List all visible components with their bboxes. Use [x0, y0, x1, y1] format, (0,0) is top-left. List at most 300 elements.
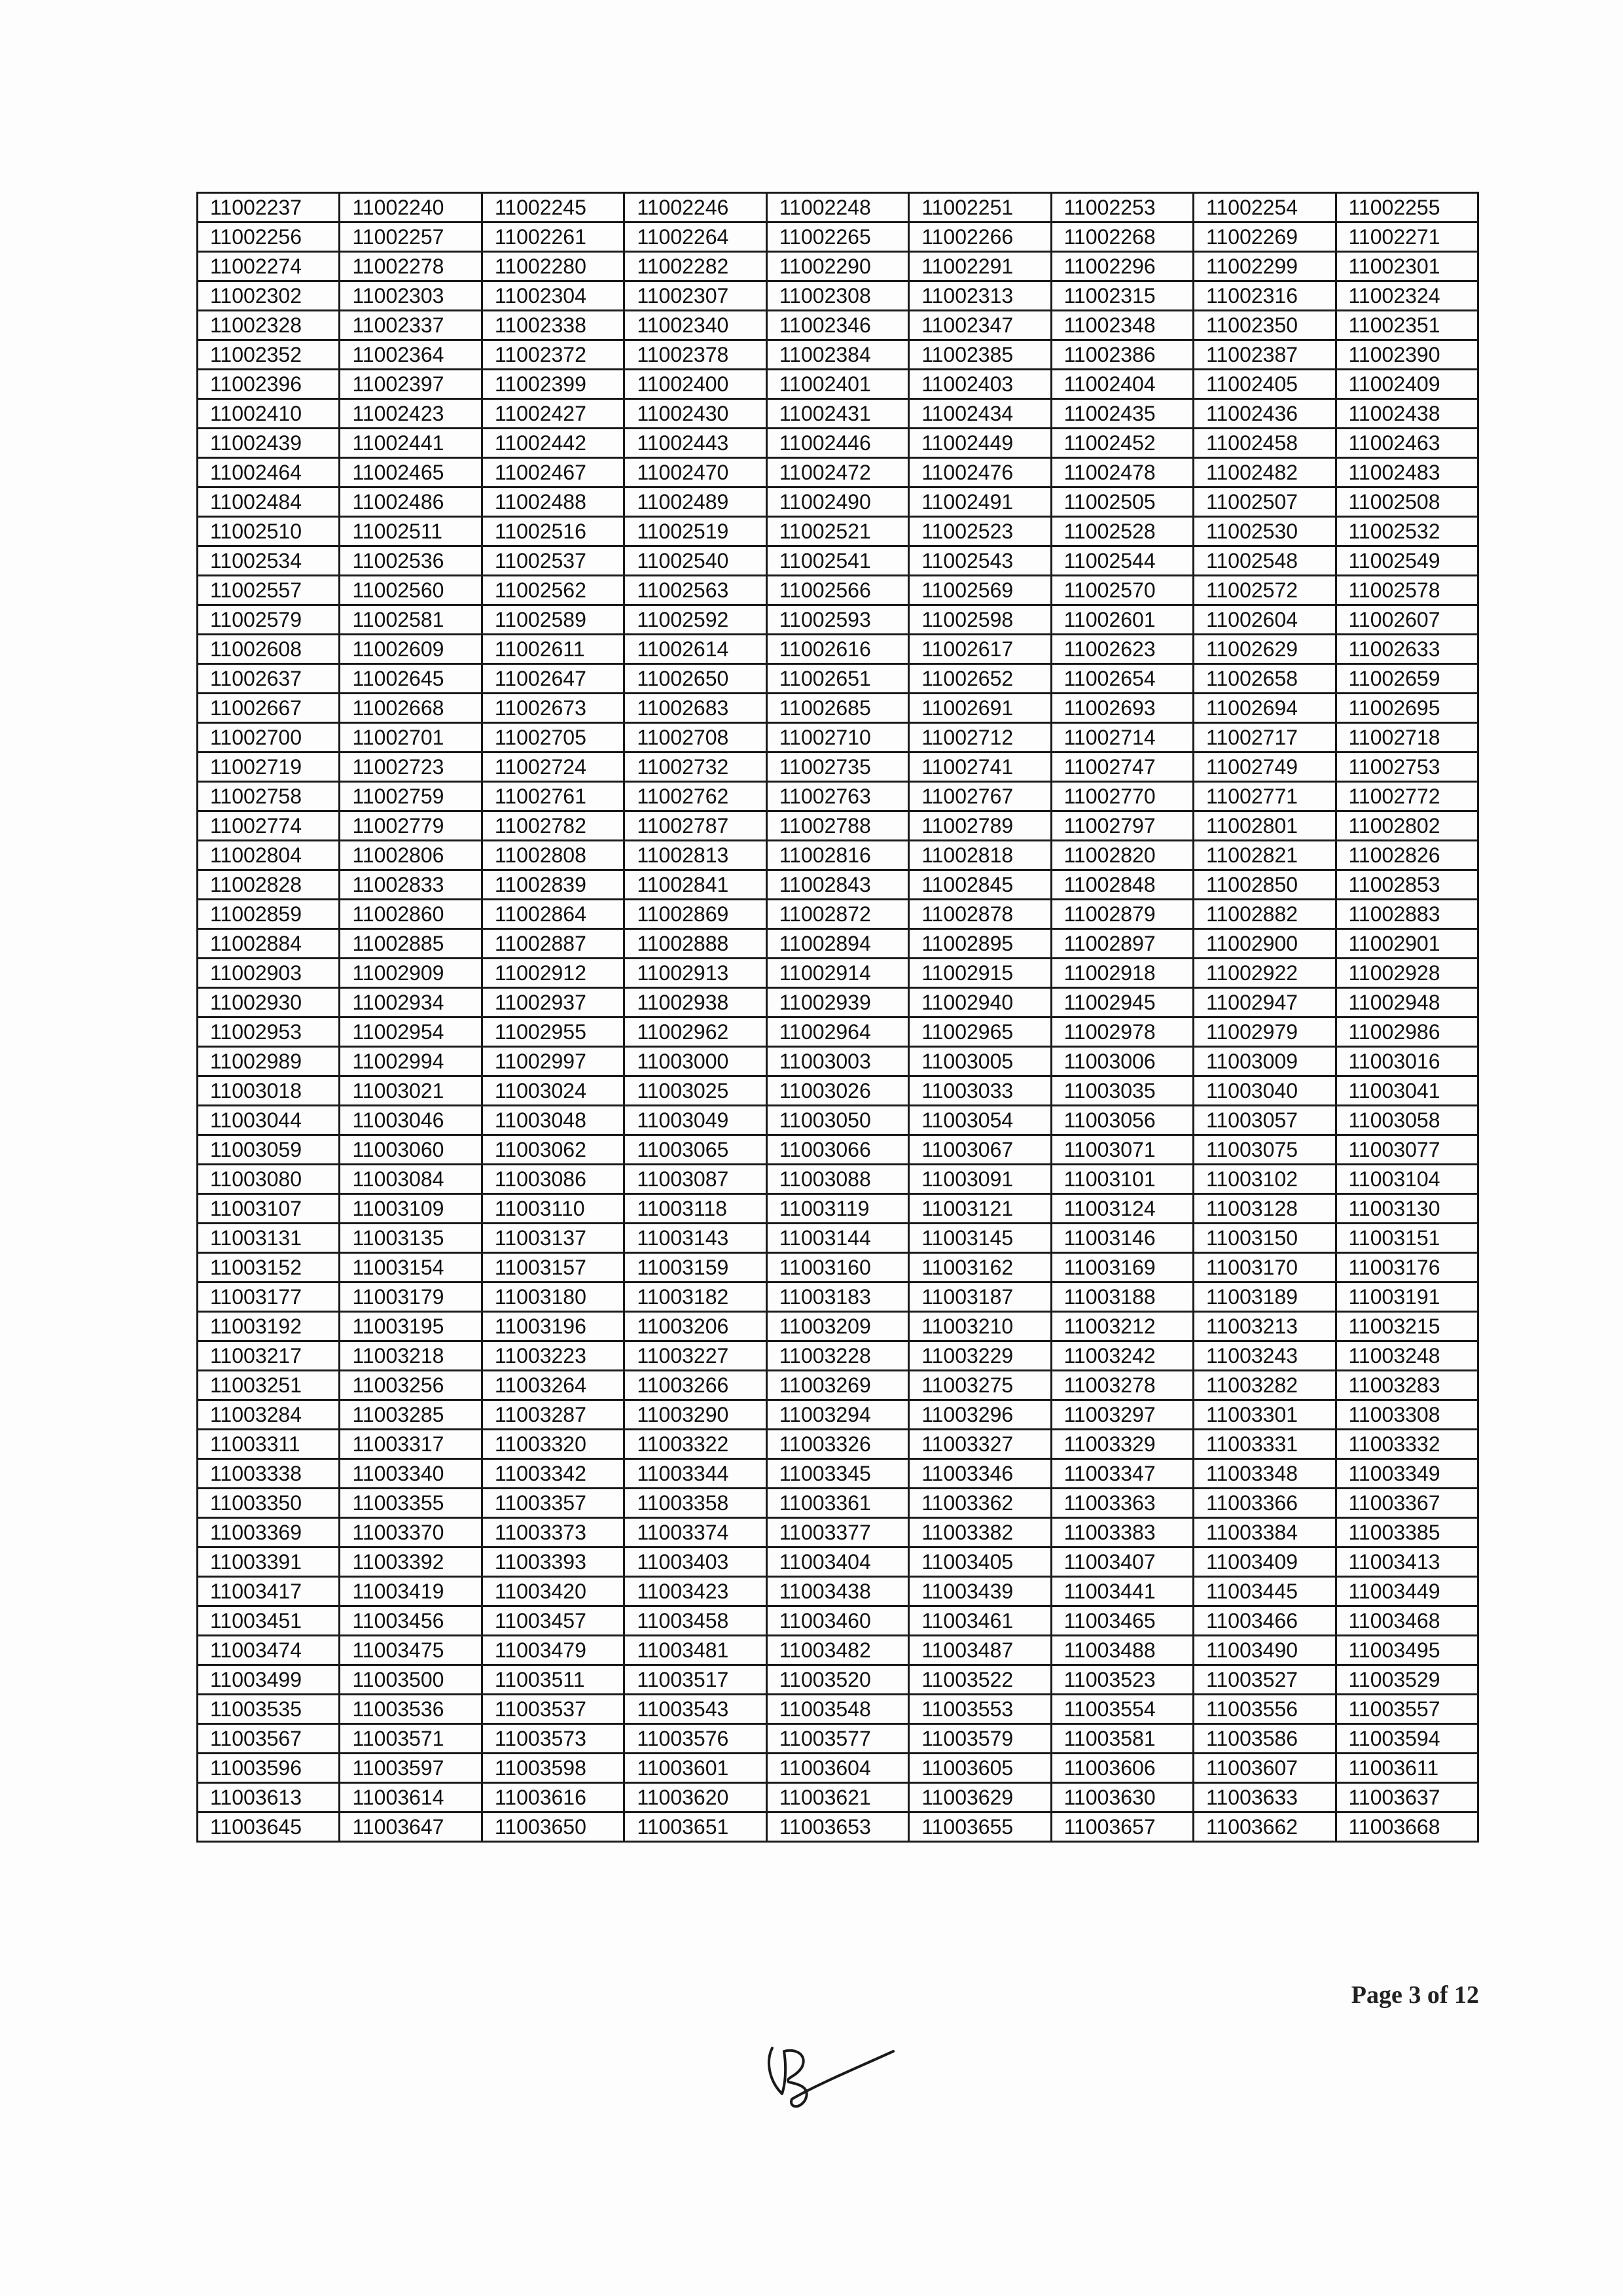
table-cell: 11003196	[482, 1312, 624, 1341]
table-cell: 11003543	[624, 1695, 766, 1724]
table-cell: 11002438	[1336, 399, 1478, 429]
table-cell: 11002364	[340, 340, 482, 370]
table-cell: 11002351	[1336, 311, 1478, 340]
table-cell: 11002645	[340, 664, 482, 694]
table-cell: 11003275	[909, 1371, 1051, 1400]
table-cell: 11003327	[909, 1430, 1051, 1459]
table-cell: 11003361	[766, 1489, 908, 1518]
table-cell: 11003457	[482, 1606, 624, 1636]
table-cell: 11003616	[482, 1783, 624, 1812]
table-cell: 11003377	[766, 1518, 908, 1547]
table-cell: 11002308	[766, 281, 908, 311]
table-cell: 11002548	[1194, 546, 1336, 576]
table-cell: 11002399	[482, 370, 624, 399]
table-cell: 11002427	[482, 399, 624, 429]
table-cell: 11002843	[766, 870, 908, 900]
table-cell: 11002350	[1194, 311, 1336, 340]
table-cell: 11002986	[1336, 1017, 1478, 1047]
table-cell: 11002409	[1336, 370, 1478, 399]
table-cell: 11002900	[1194, 929, 1336, 959]
table-cell: 11002537	[482, 546, 624, 576]
signature-mark	[746, 2022, 897, 2120]
table-row	[198, 870, 1478, 900]
table-row	[198, 487, 1478, 517]
table-cell: 11003613	[198, 1783, 340, 1812]
table-cell: 11002378	[624, 340, 766, 370]
table-cell: 11003630	[1051, 1783, 1193, 1812]
table-cell: 11003342	[482, 1459, 624, 1489]
table-cell: 11003242	[1051, 1341, 1193, 1371]
table-cell: 11003344	[624, 1459, 766, 1489]
table-row	[198, 517, 1478, 546]
table-cell: 11002423	[340, 399, 482, 429]
table-cell: 11003128	[1194, 1194, 1336, 1224]
table-row	[198, 1282, 1478, 1312]
table-cell: 11002245	[482, 193, 624, 222]
table-cell: 11002490	[766, 487, 908, 517]
table-cell: 11003500	[340, 1665, 482, 1695]
table-cell: 11003048	[482, 1106, 624, 1135]
table-cell: 11002609	[340, 635, 482, 664]
table-cell: 11003059	[198, 1135, 340, 1165]
table-cell: 11003065	[624, 1135, 766, 1165]
table-cell: 11002859	[198, 900, 340, 929]
table-cell: 11002732	[624, 752, 766, 782]
table-cell: 11003606	[1051, 1754, 1193, 1783]
table-cell: 11002774	[198, 811, 340, 841]
table-cell: 11002467	[482, 458, 624, 487]
table-cell: 11003320	[482, 1430, 624, 1459]
table-cell: 11003348	[1194, 1459, 1336, 1489]
table-cell: 11003144	[766, 1224, 908, 1253]
table-row	[198, 370, 1478, 399]
table-row	[198, 811, 1478, 841]
table-cell: 11002476	[909, 458, 1051, 487]
table-cell: 11003621	[766, 1783, 908, 1812]
table-cell: 11003571	[340, 1724, 482, 1754]
table-cell: 11003495	[1336, 1636, 1478, 1665]
table-cell: 11002280	[482, 252, 624, 281]
table-cell: 11003332	[1336, 1430, 1478, 1459]
table-cell: 11002735	[766, 752, 908, 782]
roll-number-table-body	[198, 193, 1478, 1842]
table-cell: 11003657	[1051, 1812, 1193, 1842]
table-row	[198, 694, 1478, 723]
table-cell: 11003075	[1194, 1135, 1336, 1165]
table-cell: 11002705	[482, 723, 624, 752]
table-cell: 11002255	[1336, 193, 1478, 222]
table-cell: 11003596	[198, 1754, 340, 1783]
table-cell: 11003347	[1051, 1459, 1193, 1489]
table-cell: 11002604	[1194, 605, 1336, 635]
table-cell: 11003033	[909, 1076, 1051, 1106]
table-cell: 11002478	[1051, 458, 1193, 487]
table-cell: 11002315	[1051, 281, 1193, 311]
table-cell: 11003573	[482, 1724, 624, 1754]
table-cell: 11002954	[340, 1017, 482, 1047]
table-cell: 11002607	[1336, 605, 1478, 635]
table-cell: 11003474	[198, 1636, 340, 1665]
table-cell: 11003629	[909, 1783, 1051, 1812]
table-cell: 11003458	[624, 1606, 766, 1636]
table-cell: 11002994	[340, 1047, 482, 1076]
table-cell: 11002939	[766, 988, 908, 1017]
table-cell: 11003251	[198, 1371, 340, 1400]
table-cell: 11003357	[482, 1489, 624, 1518]
table-row	[198, 1017, 1478, 1047]
table-cell: 11002484	[198, 487, 340, 517]
table-cell: 11003182	[624, 1282, 766, 1312]
table-cell: 11002883	[1336, 900, 1478, 929]
table-cell: 11003391	[198, 1547, 340, 1577]
table-cell: 11003527	[1194, 1665, 1336, 1695]
table-cell: 11003420	[482, 1577, 624, 1606]
table-row	[198, 1224, 1478, 1253]
table-cell: 11003451	[198, 1606, 340, 1636]
table-cell: 11002483	[1336, 458, 1478, 487]
table-cell: 11002962	[624, 1017, 766, 1047]
table-cell: 11003346	[909, 1459, 1051, 1489]
table-row	[198, 429, 1478, 458]
table-cell: 11003025	[624, 1076, 766, 1106]
table-cell: 11002637	[198, 664, 340, 694]
table-cell: 11003517	[624, 1665, 766, 1695]
table-cell: 11002536	[340, 546, 482, 576]
table-cell: 11003482	[766, 1636, 908, 1665]
table-cell: 11003009	[1194, 1047, 1336, 1076]
table-cell: 11002352	[198, 340, 340, 370]
table-cell: 11002400	[624, 370, 766, 399]
table-cell: 11003499	[198, 1665, 340, 1695]
table-cell: 11003338	[198, 1459, 340, 1489]
table-cell: 11002491	[909, 487, 1051, 517]
table-row	[198, 1341, 1478, 1371]
table-cell: 11003366	[1194, 1489, 1336, 1518]
table-cell: 11002449	[909, 429, 1051, 458]
table-row	[198, 1430, 1478, 1459]
table-cell: 11003041	[1336, 1076, 1478, 1106]
table-cell: 11003086	[482, 1165, 624, 1194]
table-cell: 11002770	[1051, 782, 1193, 811]
table-cell: 11003049	[624, 1106, 766, 1135]
table-cell: 11002534	[198, 546, 340, 576]
table-cell: 11003576	[624, 1724, 766, 1754]
table-cell: 11002839	[482, 870, 624, 900]
table-cell: 11003046	[340, 1106, 482, 1135]
table-cell: 11002701	[340, 723, 482, 752]
table-cell: 11003383	[1051, 1518, 1193, 1547]
page-number: Page 3 of 12	[1351, 1981, 1479, 2009]
table-cell: 11002909	[340, 959, 482, 988]
table-cell: 11003150	[1194, 1224, 1336, 1253]
table-cell: 11002578	[1336, 576, 1478, 605]
table-cell: 11003159	[624, 1253, 766, 1282]
table-cell: 11003228	[766, 1341, 908, 1371]
table-cell: 11003131	[198, 1224, 340, 1253]
table-cell: 11003350	[198, 1489, 340, 1518]
table-cell: 11002978	[1051, 1017, 1193, 1047]
table-cell: 11002708	[624, 723, 766, 752]
table-cell: 11002549	[1336, 546, 1478, 576]
table-cell: 11002723	[340, 752, 482, 782]
table-cell: 11002860	[340, 900, 482, 929]
table-cell: 11003101	[1051, 1165, 1193, 1194]
table-cell: 11002651	[766, 664, 908, 694]
table-row	[198, 222, 1478, 252]
table-cell: 11002446	[766, 429, 908, 458]
table-cell: 11003417	[198, 1577, 340, 1606]
table-row	[198, 1076, 1478, 1106]
table-cell: 11002488	[482, 487, 624, 517]
table-cell: 11003419	[340, 1577, 482, 1606]
table-cell: 11002328	[198, 311, 340, 340]
table-row	[198, 1695, 1478, 1724]
table-cell: 11003077	[1336, 1135, 1478, 1165]
table-cell: 11002338	[482, 311, 624, 340]
table-cell: 11003449	[1336, 1577, 1478, 1606]
table-cell: 11002544	[1051, 546, 1193, 576]
table-cell: 11003633	[1194, 1783, 1336, 1812]
table-cell: 11002802	[1336, 811, 1478, 841]
table-cell: 11003647	[340, 1812, 482, 1842]
table-row	[198, 1636, 1478, 1665]
table-cell: 11003586	[1194, 1724, 1336, 1754]
table-cell: 11003170	[1194, 1253, 1336, 1282]
table-cell: 11002340	[624, 311, 766, 340]
table-cell: 11003522	[909, 1665, 1051, 1695]
table-cell: 11003183	[766, 1282, 908, 1312]
table-cell: 11002254	[1194, 193, 1336, 222]
table-cell: 11002581	[340, 605, 482, 635]
table-cell: 11002299	[1194, 252, 1336, 281]
table-cell: 11003536	[340, 1695, 482, 1724]
table-cell: 11002557	[198, 576, 340, 605]
table-cell: 11002592	[624, 605, 766, 635]
table-cell: 11002264	[624, 222, 766, 252]
table-cell: 11002668	[340, 694, 482, 723]
table-cell: 11002848	[1051, 870, 1193, 900]
table-cell: 11003050	[766, 1106, 908, 1135]
table-cell: 11002667	[198, 694, 340, 723]
table-cell: 11003060	[340, 1135, 482, 1165]
table-cell: 11002633	[1336, 635, 1478, 664]
table-cell: 11002261	[482, 222, 624, 252]
table-cell: 11003102	[1194, 1165, 1336, 1194]
table-cell: 11002278	[340, 252, 482, 281]
table-cell: 11002569	[909, 576, 1051, 605]
table-cell: 11003577	[766, 1724, 908, 1754]
table-cell: 11002274	[198, 252, 340, 281]
table-cell: 11003296	[909, 1400, 1051, 1430]
table-cell: 11003637	[1336, 1783, 1478, 1812]
table-cell: 11003119	[766, 1194, 908, 1224]
table-row	[198, 959, 1478, 988]
table-cell: 11002658	[1194, 664, 1336, 694]
table-cell: 11003206	[624, 1312, 766, 1341]
table-row	[198, 1459, 1478, 1489]
table-cell: 11002997	[482, 1047, 624, 1076]
table-cell: 11003567	[198, 1724, 340, 1754]
table-cell: 11002650	[624, 664, 766, 694]
table-cell: 11002523	[909, 517, 1051, 546]
table-cell: 11002530	[1194, 517, 1336, 546]
table-cell: 11003604	[766, 1754, 908, 1783]
table-row	[198, 1783, 1478, 1812]
table-cell: 11003040	[1194, 1076, 1336, 1106]
table-cell: 11003160	[766, 1253, 908, 1282]
table-cell: 11002953	[198, 1017, 340, 1047]
table-cell: 11002718	[1336, 723, 1478, 752]
table-cell: 11002566	[766, 576, 908, 605]
table-cell: 11002853	[1336, 870, 1478, 900]
table-cell: 11003266	[624, 1371, 766, 1400]
table-cell: 11003363	[1051, 1489, 1193, 1518]
table-cell: 11002410	[198, 399, 340, 429]
table-cell: 11002882	[1194, 900, 1336, 929]
table-cell: 11003373	[482, 1518, 624, 1547]
table-cell: 11003461	[909, 1606, 1051, 1636]
table-cell: 11003481	[624, 1636, 766, 1665]
table-cell: 11003529	[1336, 1665, 1478, 1695]
table-cell: 11002563	[624, 576, 766, 605]
table-cell: 11002324	[1336, 281, 1478, 311]
table-cell: 11002947	[1194, 988, 1336, 1017]
table-cell: 11003439	[909, 1577, 1051, 1606]
table-cell: 11002390	[1336, 340, 1478, 370]
table-cell: 11002516	[482, 517, 624, 546]
table-cell: 11003118	[624, 1194, 766, 1224]
table-cell: 11003479	[482, 1636, 624, 1665]
table-cell: 11002915	[909, 959, 1051, 988]
table-row	[198, 1253, 1478, 1282]
table-cell: 11002979	[1194, 1017, 1336, 1047]
table-cell: 11002316	[1194, 281, 1336, 311]
table-cell: 11002403	[909, 370, 1051, 399]
table-cell: 11003180	[482, 1282, 624, 1312]
table-cell: 11002989	[198, 1047, 340, 1076]
table-cell: 11003581	[1051, 1724, 1193, 1754]
table-cell: 11003177	[198, 1282, 340, 1312]
table-cell: 11002694	[1194, 694, 1336, 723]
table-cell: 11003146	[1051, 1224, 1193, 1253]
table-cell: 11003466	[1194, 1606, 1336, 1636]
table-cell: 11003345	[766, 1459, 908, 1489]
table-cell: 11002290	[766, 252, 908, 281]
table-cell: 11002659	[1336, 664, 1478, 694]
table-cell: 11002808	[482, 841, 624, 870]
table-cell: 11002251	[909, 193, 1051, 222]
table-cell: 11002401	[766, 370, 908, 399]
table-cell: 11002806	[340, 841, 482, 870]
table-cell: 11003021	[340, 1076, 482, 1106]
table-cell: 11002749	[1194, 752, 1336, 782]
table-cell: 11002712	[909, 723, 1051, 752]
table-row	[198, 1165, 1478, 1194]
table-cell: 11003556	[1194, 1695, 1336, 1724]
table-cell: 11003311	[198, 1430, 340, 1459]
table-cell: 11002562	[482, 576, 624, 605]
table-cell: 11002782	[482, 811, 624, 841]
table-cell: 11002937	[482, 988, 624, 1017]
table-cell: 11002820	[1051, 841, 1193, 870]
table-cell: 11002266	[909, 222, 1051, 252]
table-cell: 11003605	[909, 1754, 1051, 1783]
table-cell: 11003179	[340, 1282, 482, 1312]
table-cell: 11003044	[198, 1106, 340, 1135]
table-cell: 11002521	[766, 517, 908, 546]
table-cell: 11003369	[198, 1518, 340, 1547]
table-row	[198, 988, 1478, 1017]
table-cell: 11002291	[909, 252, 1051, 281]
table-cell: 11002647	[482, 664, 624, 694]
table-cell: 11002652	[909, 664, 1051, 694]
table-cell: 11002879	[1051, 900, 1193, 929]
table-cell: 11002589	[482, 605, 624, 635]
table-cell: 11003537	[482, 1695, 624, 1724]
table-cell: 11003209	[766, 1312, 908, 1341]
table-cell: 11003403	[624, 1547, 766, 1577]
table-cell: 11002271	[1336, 222, 1478, 252]
table-cell: 11003614	[340, 1783, 482, 1812]
table-cell: 11003322	[624, 1430, 766, 1459]
table-cell: 11002337	[340, 311, 482, 340]
table-cell: 11002372	[482, 340, 624, 370]
table-cell: 11002884	[198, 929, 340, 959]
table-cell: 11003355	[340, 1489, 482, 1518]
roll-number-table-container	[196, 192, 1479, 1843]
table-cell: 11003054	[909, 1106, 1051, 1135]
table-cell: 11002510	[198, 517, 340, 546]
table-cell: 11002464	[198, 458, 340, 487]
table-cell: 11002543	[909, 546, 1051, 576]
table-cell: 11002772	[1336, 782, 1478, 811]
table-cell: 11003362	[909, 1489, 1051, 1518]
table-cell: 11003668	[1336, 1812, 1478, 1842]
table-cell: 11002828	[198, 870, 340, 900]
table-cell: 11002439	[198, 429, 340, 458]
table-cell: 11002685	[766, 694, 908, 723]
table-cell: 11003340	[340, 1459, 482, 1489]
table-cell: 11002940	[909, 988, 1051, 1017]
roll-number-table	[196, 192, 1479, 1843]
table-cell: 11002347	[909, 311, 1051, 340]
table-cell: 11003110	[482, 1194, 624, 1224]
table-cell: 11003088	[766, 1165, 908, 1194]
table-cell: 11003121	[909, 1194, 1051, 1224]
table-cell: 11003283	[1336, 1371, 1478, 1400]
table-cell: 11003188	[1051, 1282, 1193, 1312]
table-cell: 11003218	[340, 1341, 482, 1371]
table-cell: 11002441	[340, 429, 482, 458]
table-cell: 11003176	[1336, 1253, 1478, 1282]
table-cell: 11003392	[340, 1547, 482, 1577]
table-cell: 11002302	[198, 281, 340, 311]
table-cell: 11003597	[340, 1754, 482, 1783]
table-cell: 11003611	[1336, 1754, 1478, 1783]
table-cell: 11002758	[198, 782, 340, 811]
table-cell: 11002955	[482, 1017, 624, 1047]
table-cell: 11003294	[766, 1400, 908, 1430]
table-row	[198, 752, 1478, 782]
table-cell: 11002593	[766, 605, 908, 635]
table-cell: 11002841	[624, 870, 766, 900]
table-cell: 11003490	[1194, 1636, 1336, 1665]
table-cell: 11003000	[624, 1047, 766, 1076]
table-cell: 11003488	[1051, 1636, 1193, 1665]
table-cell: 11002724	[482, 752, 624, 782]
table-cell: 11003003	[766, 1047, 908, 1076]
table-cell: 11003130	[1336, 1194, 1478, 1224]
